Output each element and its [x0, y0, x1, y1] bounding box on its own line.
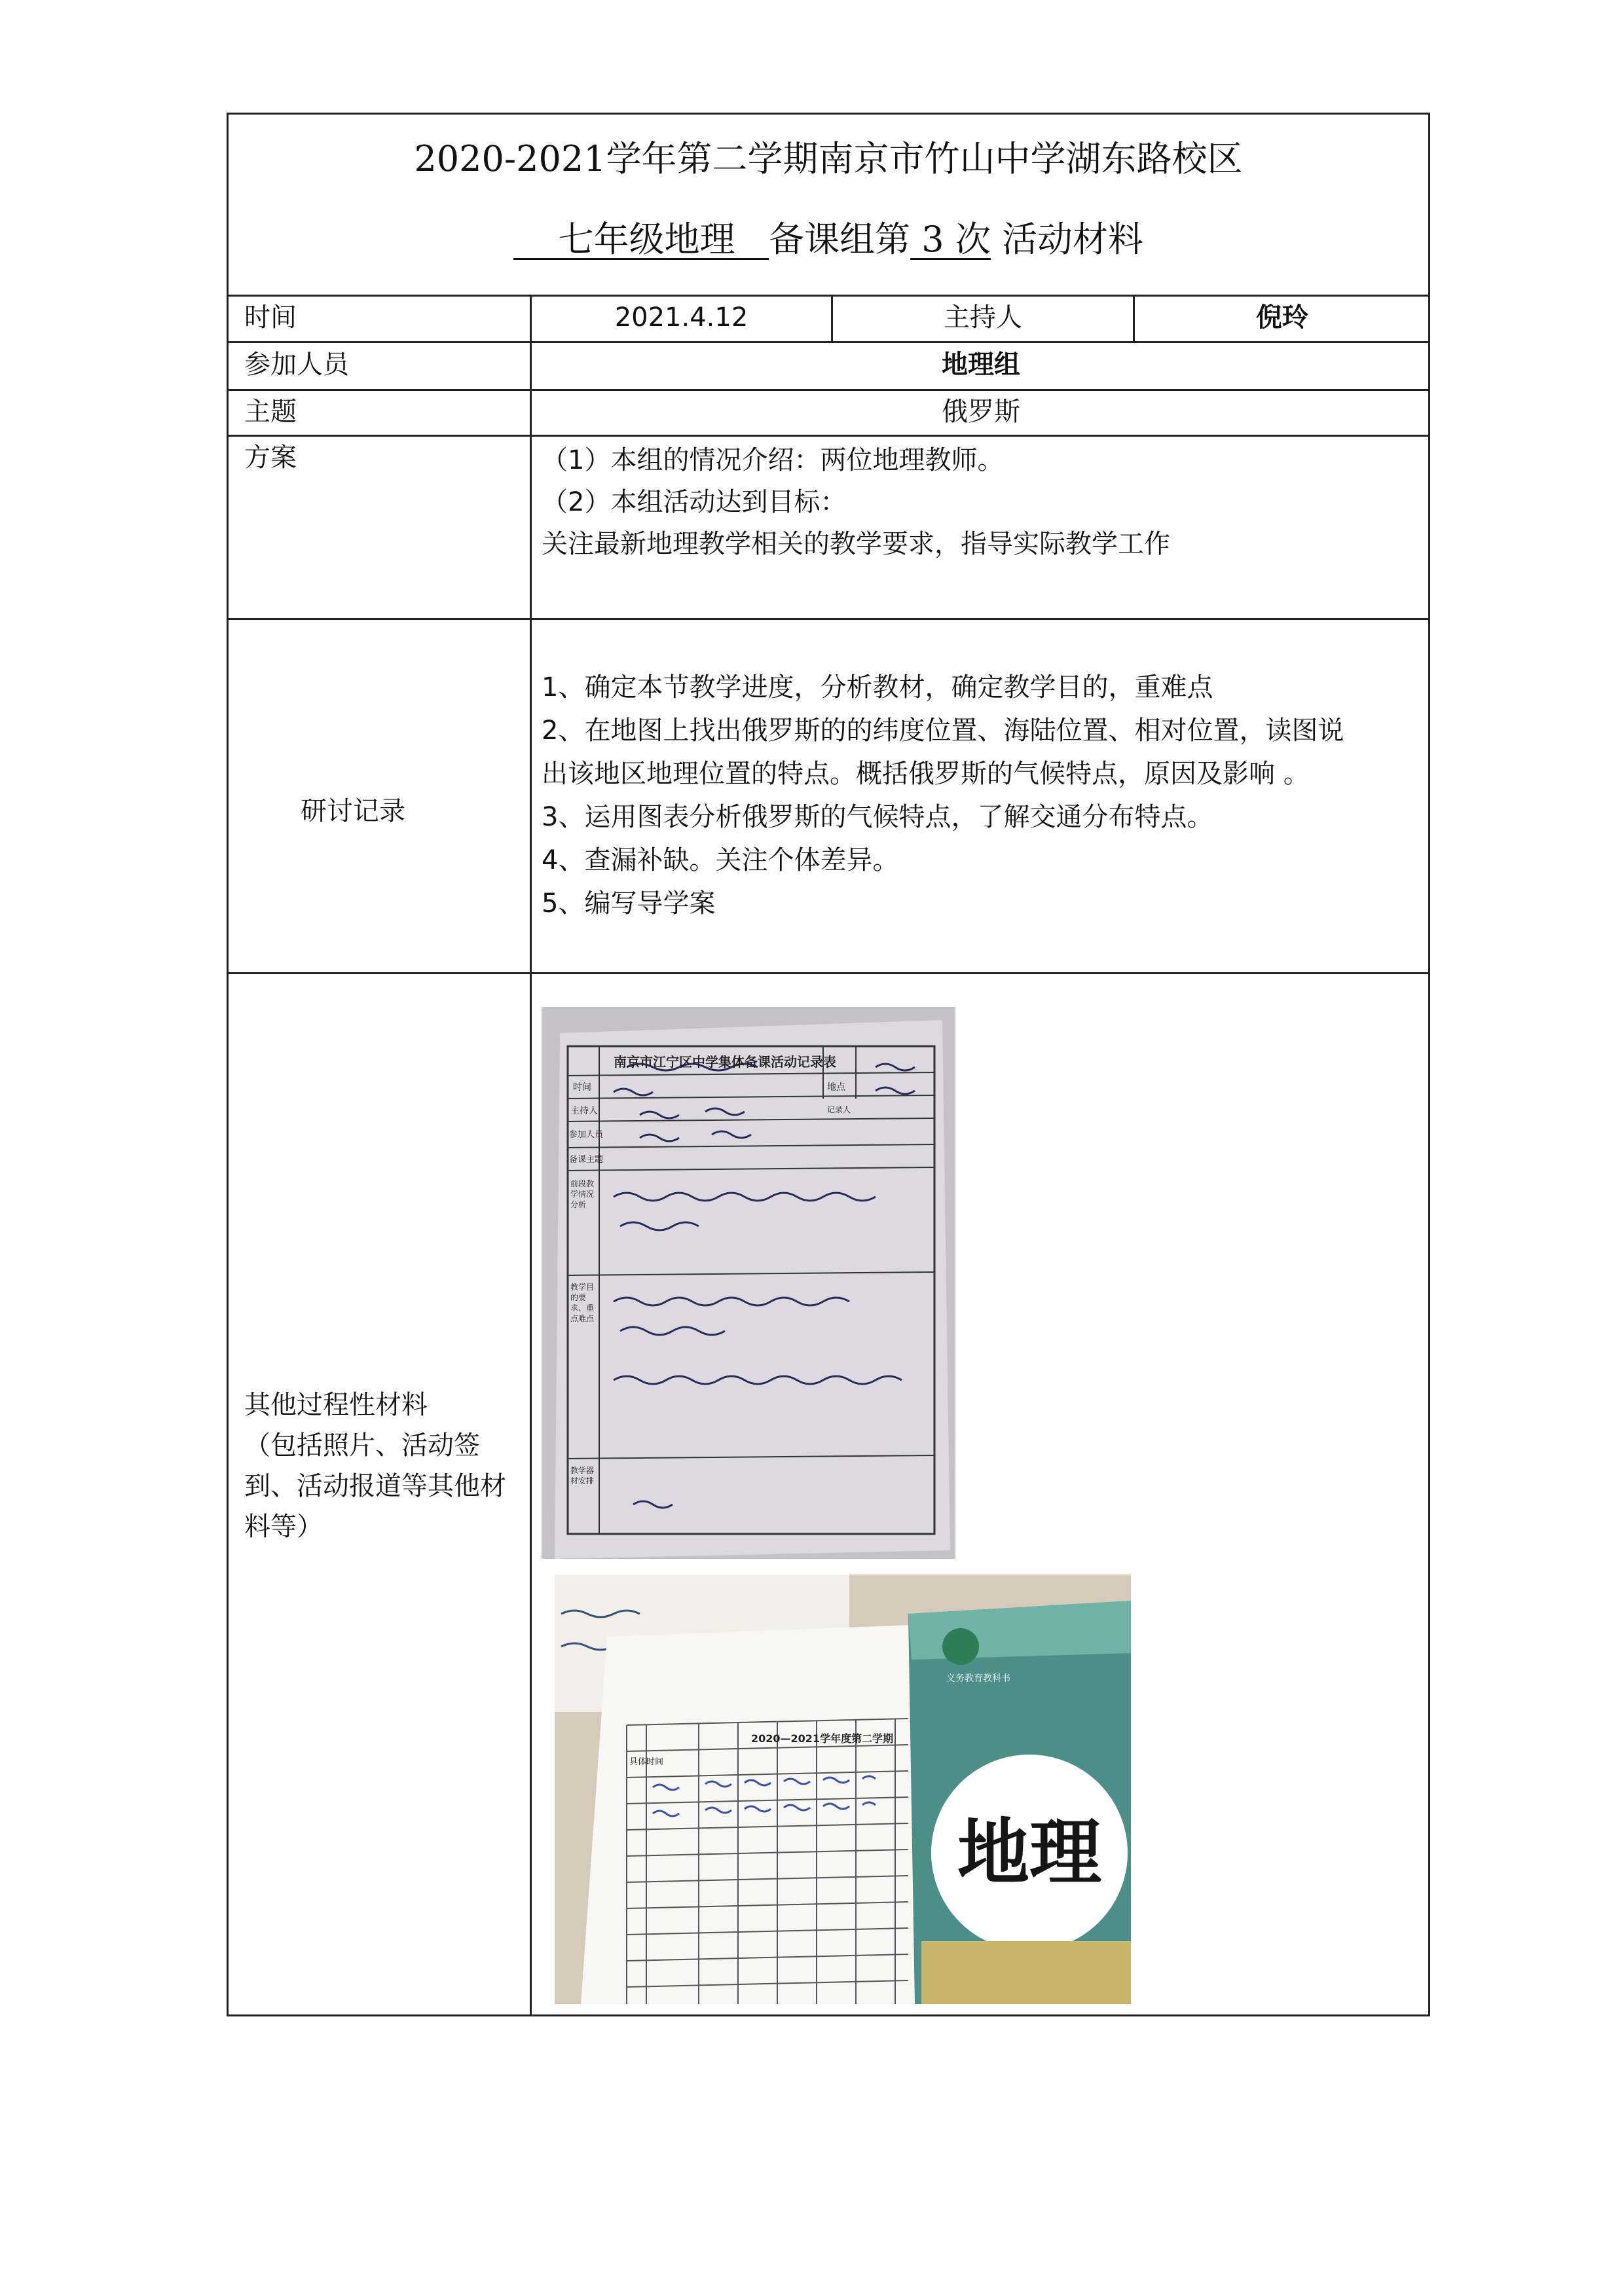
photo1-label: 主持人	[570, 1106, 598, 1116]
photo1-cell: 地点	[827, 1082, 845, 1093]
photo2-book-subtitle: 义务教育教科书	[946, 1673, 1010, 1684]
activity-record-table	[227, 113, 1430, 2016]
subtitle-group: 备课组第	[769, 219, 911, 260]
record-line: 5、编写导学案	[542, 888, 716, 919]
photo1-header: 南京市江宁区中学集体备课活动记录表	[614, 1054, 836, 1070]
record-line: 4、查漏补缺。关注个体差异。	[542, 845, 899, 875]
label-record: 研讨记录	[301, 796, 405, 826]
label-other	[244, 1385, 526, 1547]
photo2-book-title: 地理	[957, 1810, 1101, 1895]
photo1-label: 参加人员	[569, 1130, 604, 1140]
rule	[229, 295, 1428, 297]
photo2-col-label: 具体时间	[629, 1757, 664, 1767]
rule	[229, 618, 1428, 620]
plan-line: 关注最新地理教学相关的教学要求，指导实际教学工作	[542, 529, 1170, 559]
photo2-sheet-title: 2020—2021学年度第二学期	[751, 1732, 894, 1745]
label-topic: 主题	[244, 397, 297, 427]
photo-handwritten-record	[542, 1007, 955, 1559]
label-host: 主持人	[944, 302, 1022, 333]
rule	[229, 341, 1428, 343]
photo1-label: 教学器材安排	[570, 1466, 595, 1485]
subtitle-suffix: 活动材料	[990, 219, 1143, 260]
label-plan: 方案	[244, 443, 297, 473]
document-subtitle	[229, 211, 1428, 268]
record-line: 出该地区地理位置的特点。概括俄罗斯的气候特点，原因及影响 。	[542, 759, 1310, 789]
rule	[229, 972, 1428, 974]
rule	[530, 295, 532, 2016]
record-content	[542, 666, 1344, 925]
label-other-line: （包括照片、活动签	[244, 1430, 480, 1461]
value-time: 2021.4.12	[614, 302, 748, 333]
plan-line: （1）本组的情况介绍：两位地理教师。	[542, 445, 1004, 475]
subtitle-count: 3 次	[910, 219, 991, 260]
subtitle-grade-subject: 七年级地理	[513, 219, 769, 260]
label-time: 时间	[244, 302, 297, 333]
photo-record-drawing	[542, 1007, 955, 1559]
label-other-line: 到、活动报道等其他材	[244, 1471, 506, 1501]
value-topic: 俄罗斯	[942, 397, 1020, 427]
rule	[229, 389, 1428, 391]
label-other-line: 料等）	[244, 1512, 323, 1542]
plan-line: （2）本组活动达到目标：	[542, 487, 847, 517]
value-host: 倪玲	[1256, 302, 1308, 333]
label-other-line: 其他过程性材料	[244, 1390, 428, 1420]
photo-schedule-and-textbook	[555, 1575, 1131, 2004]
photo1-label: 时间	[573, 1082, 591, 1093]
record-line: 1、确定本节教学进度，分析教材，确定教学目的，重难点	[542, 672, 1213, 702]
record-line: 2、在地图上找出俄罗斯的的纬度位置、海陆位置、相对位置，读图说	[542, 716, 1344, 746]
record-line: 3、运用图表分析俄罗斯的气候特点，了解交通分布特点。	[542, 802, 1213, 832]
photo1-label: 备课主题	[569, 1155, 604, 1165]
plan-content	[542, 439, 1170, 565]
value-members: 地理组	[942, 350, 1020, 380]
photo1-label: 前段教学情况分析	[570, 1179, 595, 1209]
photo1-label: 教学目的要求、重点难点	[570, 1283, 595, 1323]
rule	[229, 435, 1428, 437]
document-title: 2020-2021学年第二学期南京市竹山中学湖东路校区	[414, 138, 1243, 179]
photo-schedule-drawing	[555, 1575, 1131, 2004]
photo1-cell: 记录人	[827, 1105, 851, 1114]
label-members: 参加人员	[244, 350, 349, 380]
